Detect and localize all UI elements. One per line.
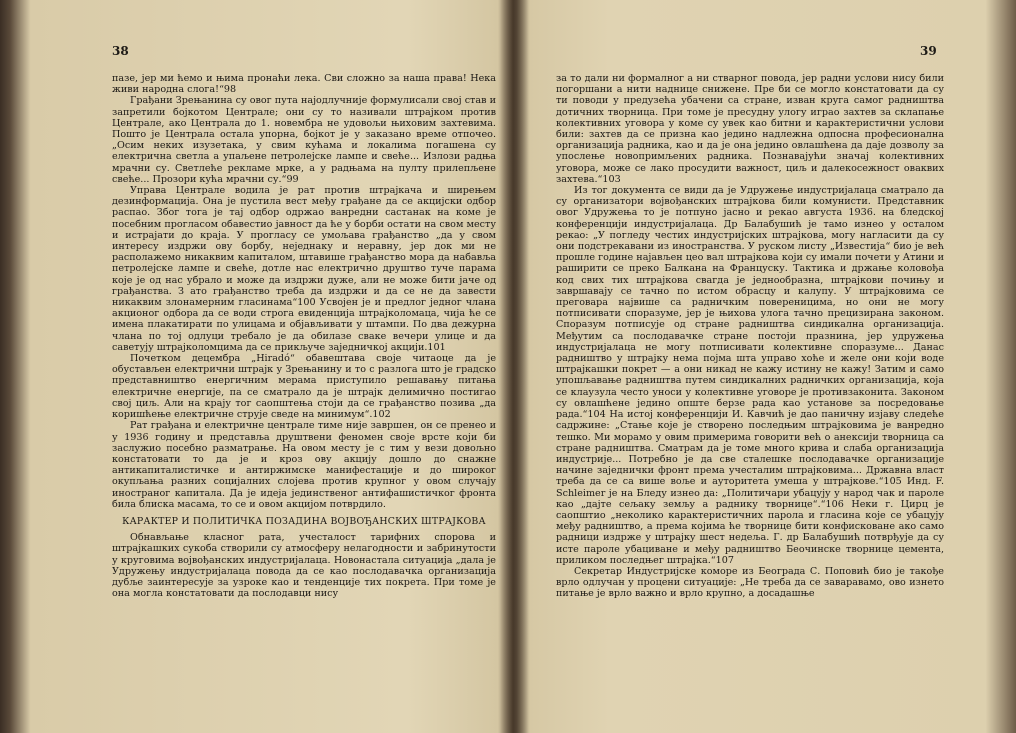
paragraph: пазе, јер ми ћемо и њима пронаћи лека. Сви сложно за наша права! Нека живи народна слога!“98	[112, 73, 496, 96]
paragraph: Обнављање класног рата, учесталост тарифних спорова и штрајкашких сукоба створили су атмосферу нелагодности и забринутости у круговима војвођанских индустријалаца. Новонастала ситуација „дала је Удружењу индустријалаца повода да се као послодавачка организација дубље заинтересује за узроке као и тенденције тих покрета. При томе је она могла констатовати да послодавци нису	[112, 532, 496, 600]
paragraph: Секретар Индустријске коморе из Београда С. Поповић био је такође врло одлучан у процени ситуације: „Не треба да се заваравамо, ово изнето питање је врло важно и врло крупно, а досадашње	[556, 565, 944, 600]
right-page-body	[556, 73, 944, 600]
page-number: 39	[920, 44, 937, 58]
left-page-body	[112, 73, 496, 599]
paragraph: Грађани Зрењанина су овог пута најодлучније формулисали свој став и запретили бојкотом Централе; они су то називали штрајком против Централе, ако Централа до 1. новембра не удовољи њиховим захтевима. Пошто је Централа остала упорна, бојкот је у заказано време отпочео. „Осим неких изузетака, у свим кућама и локалима погашена су електрична светла а упаљене петролејске лампе и свеће... Излози радња мрачни су. Светлеће рекламе мрке, а у радњама на пулту прилепљене свеће... Прозори кућа мрачни су.“99	[112, 95, 496, 185]
page-number: 38	[112, 44, 129, 58]
right-page	[528, 0, 1008, 733]
paragraph: Из тог документа се види да је Удружење индустријалаца сматрало да су организатори војвођанских штрајкова били комунисти. Представник овог Удружења то је потпуно јасно и рекао августа 1936. на бледској конференцији индустријалаца. Др Балабушић је тамо изнео у осталом рекао: „У погледу честих индустријских штрајкова, могу нагласити да су они подстрекавани из иностранства. У руском листу „Известија“ био је већ прошле године најављен цео вал штрајкова који су имали почети у Атини и раширити се преко Балкана на Француску. Тактика и држање коловођа код свих тих штрајкова свагда је једнообразна, штрајкови почињу и завршавају се тачно по истом обрасцу и калупу. У штрајковима се преговара највише са радничким повереницима, но они не могу потписивати споразуме, јер је њихова улога тачно прецизирана законом. Споразум потписује од стране радништва синдикална организација. Међутим са послодавачке стране постоји празнина, јер удружења индустријалаца не могу потписивати колективне споразуме... Данас радништво у штрајку нема појма шта управо хоће и желе они који воде штрајкашки покрет — а они никад не кажу истину не кажу! Затим и само упошљавање радништва путем синдикалних радничких организација, која се клаузула често уноси у колективне уговоре је противзаконита. Законом су овлашћене једино опште берзе рада као установе за посредовање рада.“104 На истој конференцији И. Кавчић је дао паничну изјаву следеће садржине: „Стање које је створено последњим штрајковима је ванредно тешко. Ми морамо у овим примерима говорити већ о анексији творница са стране радништва. Сматрам да је томе много крива и слаба организација индустрије... Потребно је да све сталешке послодавачке организације начине заједнички фронт према учесталим штрајковима... Државна власт треба да се са више воље и ауторитета умеша у штрајкове.“105 Инд. F. Schleimer је на Бледу изнео да: „Политичари убацују у народ чак и пароле као „дајте сељаку земљу а раднику творнице“.“106 Неки г. Цирц је саопштио „неколико карактеристичних парола и гласина које се убацују међу радништво, а према којима ће творнице бити конфисковане ако само радници издрже у штрајку шест недеља. Г. др Балабушић потврђује да су исте пароле убациване и међу радништво Беочинске творнице цемента, приликом последњег штрајка.“107	[556, 185, 944, 566]
gutter-shadow	[500, 0, 530, 733]
paragraph: Управа Централе водила је рат против штрајкача и ширењем дезинформација. Она је пустила вест међу грађане да се акцијски одбор распао. Због тога је тај одбор одржао ванредни састанак на коме је посебним прогласом обавестио јавност да ће у борби остати на свом месту и истрајати до краја. У прогласу се умољава грађанство „да у свом интересу издржи ову борбу, неједнаку и неравну, јер док ми не располажемо никаквим капиталом, штавише грађанство мора да набавља петролејске лампе и свеће, дотле нас електрично друштво туче парама које је од нас убрало и може да издржи дуже, али не може бити јаче од грађанства. З ато грађанство треба да издржи и да се не да завести никаквим злонамерним гласинама“100 Усвојен је и предлог једног члана акционог одбора да се води строга евиденција штрајколомаца, чија ће се имена плакатирати по улицама и објављивати у штампи. По два дежурна члана по тој одлуци требало је да обилазе сваке вечери улице и да саветују штрајколомцима да се прикључе заједничкој акцији.101	[112, 185, 496, 353]
paragraph: Почетком децембра „Hiradó“ обавештава своје читаоце да је обустављен електрични штрајк у Зрењанину и то с разлога што је градско представништво енергичним мерама приступило решавању питања електричне енергије, па се сматрало да је штрајк делимично постигао свој циљ. Али на крају тог саопштења стоји да се грађанство позива „да коришћење електричне струје сведе на минимум“.102	[112, 353, 496, 421]
section-heading: КАРАКТЕР И ПОЛИТИЧКА ПОЗАДИНА ВОЈВОЂАНСКИХ ШТРАЈКОВА	[122, 515, 486, 527]
left-page	[14, 0, 508, 733]
paragraph: за то дали ни формалног а ни стварног повода, јер радни услови нису били погоршани а нити наднице снижене. Пре би се могло констатовати да су ти поводи у предузећа убачени са стране, изван круга самог радништва дотичних творница. При томе је пресудну улогу играо захтев за склапање колективних уговора у коме су увек као битни и карактеристични услови били: захтев да се призна као једино надлежна одпосна професионална организација радника, као и да је она једино овлашћена да даје дозволу за упослење новопримљених радника. Познавајући значај колективних уговора, може се лако просудити важност, циљ и далекосежност оваквих захтева.“103	[556, 73, 944, 185]
paragraph: Рат грађана и електричне централе тиме није завршен, он се пренео и у 1936 годину и представља друштвени феномен своје врсте који би заслужио посебно разматрање. На овом месту је с тим у вези довољно констатовати то да је и кроз ову акцију дошло до снажне антикапиталистичке и антиржимске манифестације и до широког окупљања разних социјалних слојева против крупног у овом случају иностраног капитала. Да је идеја јединственог антифашистичког фронта била блиска масама, то се и овом акцијом потврдило.	[112, 420, 496, 510]
